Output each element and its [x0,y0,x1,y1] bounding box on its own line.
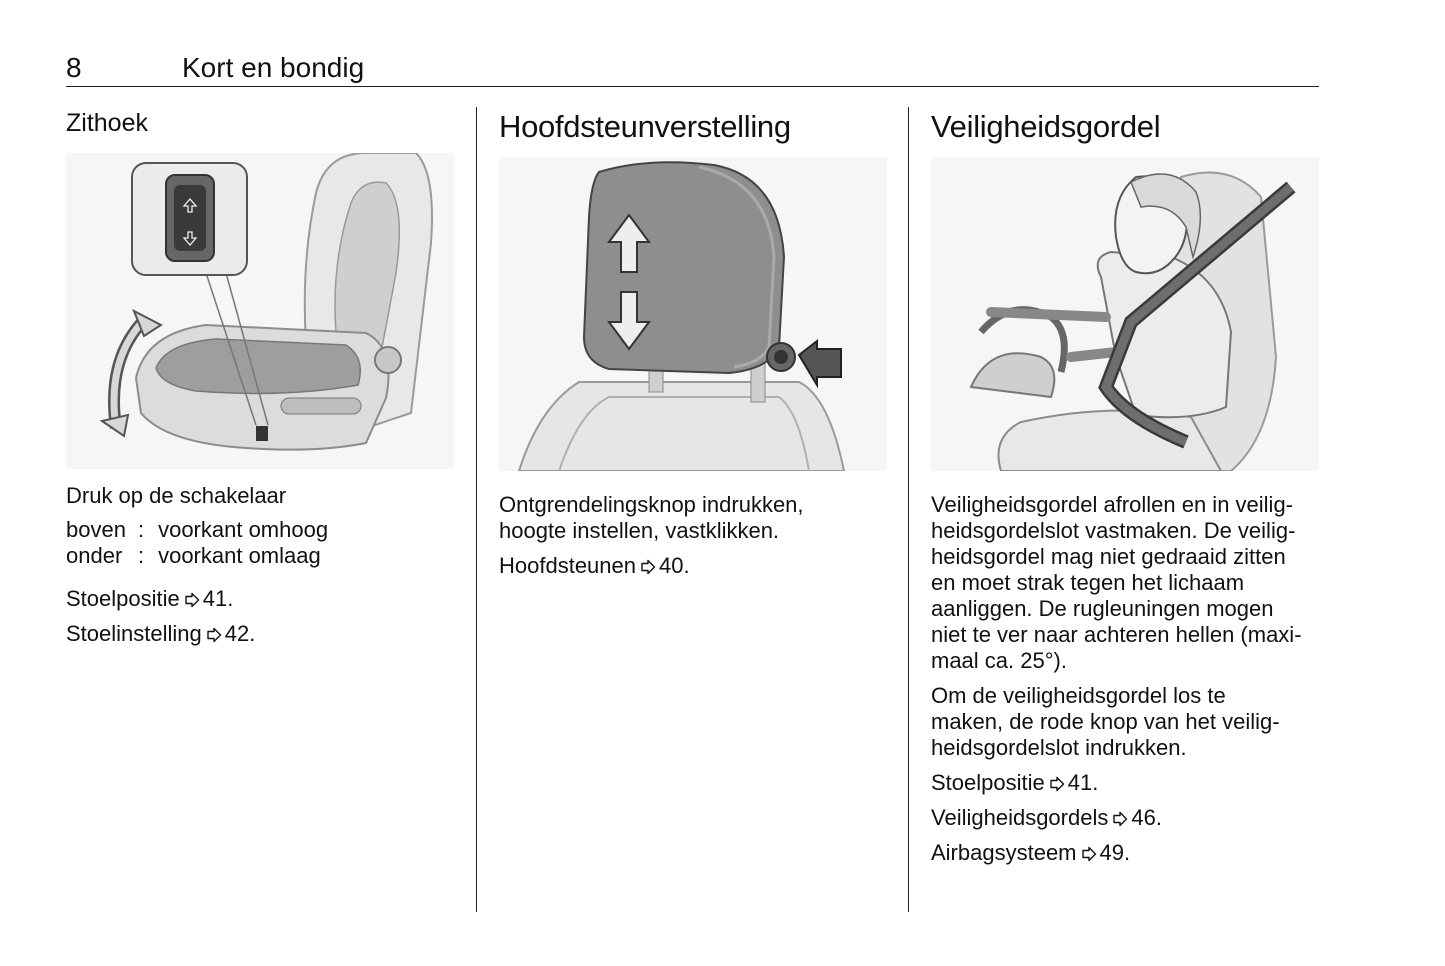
cross-reference-link[interactable] [931,770,1323,796]
body-line: heidsgordelslot indrukken. [931,735,1187,760]
table-row [66,543,328,569]
body-line: Veiligheidsgordel afrollen en in veilig- [931,492,1294,517]
seat-tilt-illustration [66,153,454,469]
column-divider [908,107,909,912]
reference-label: Veiligheidsgordels [931,805,1109,830]
reference-arrow-icon [1049,776,1065,792]
body-line: maal ca. 25°). [931,648,1067,673]
body-line: en moet strak tegen het lichaam [931,570,1245,595]
reference-label: Airbagsysteem [931,840,1077,865]
column-seatbelt [931,100,1323,866]
reference-label: Stoelpositie [66,586,180,611]
page-title: Kort en bondig [182,52,365,83]
reference-page: 49. [1099,840,1131,865]
reference-arrow-icon [1081,846,1097,862]
reference-label: Stoelinstelling [66,621,202,646]
reference-page: 41. [1067,770,1099,795]
reference-label: Hoofdsteunen [499,553,636,578]
reference-page: 46. [1131,805,1162,830]
column-divider [476,107,477,912]
section-heading: Veiligheidsgordel [931,109,1161,144]
cross-reference-link[interactable] [66,586,458,612]
section-subheading: Zithoek [66,109,148,137]
headrest-illustration [499,157,887,471]
cross-reference-link[interactable] [66,621,458,647]
reference-arrow-icon [640,559,656,575]
body-line: maken, de rode knop van het veilig- [931,709,1280,734]
section-heading: Hoofdsteunverstelling [499,109,791,144]
cross-reference-link[interactable] [931,840,1323,866]
body-line: heidsgordelslot vastmaken. De veilig- [931,518,1296,543]
separator: : [137,517,145,542]
body-line: niet te ver naar achteren hellen (maxi- [931,622,1302,647]
reference-page: 40. [659,553,690,578]
reference-page: 41. [202,586,234,611]
column-seat-tilt [66,100,458,647]
instruction-line: hoogte instellen, vastklikken. [499,518,780,543]
switch-function-table [66,517,328,569]
cross-reference-link[interactable] [499,553,889,579]
reference-arrow-icon [1112,811,1128,827]
cross-reference-link[interactable] [931,805,1323,831]
table-row [66,517,328,543]
reference-arrow-icon [206,627,222,643]
instruction-text: Druk op de schakelaar [66,483,287,508]
page-header [66,50,1319,87]
separator: : [137,543,145,568]
switch-direction: onder [66,543,123,568]
seatbelt-illustration [931,157,1319,471]
switch-action: voorkant omhoog [158,517,329,542]
body-line: aanliggen. De rugleuningen mogen [931,596,1274,621]
reference-label: Stoelpositie [931,770,1045,795]
column-headrest [499,100,889,579]
body-line: Om de veiligheidsgordel los te [931,683,1226,708]
reference-page: 42. [224,621,256,646]
reference-arrow-icon [184,592,200,608]
body-line: heidsgordel mag niet gedraaid zitten [931,544,1286,569]
instruction-line: Ontgrendelingsknop indrukken, [499,492,804,517]
switch-action: voorkant omlaag [158,543,321,568]
switch-direction: boven [66,517,126,542]
page-number: 8 [66,52,82,83]
